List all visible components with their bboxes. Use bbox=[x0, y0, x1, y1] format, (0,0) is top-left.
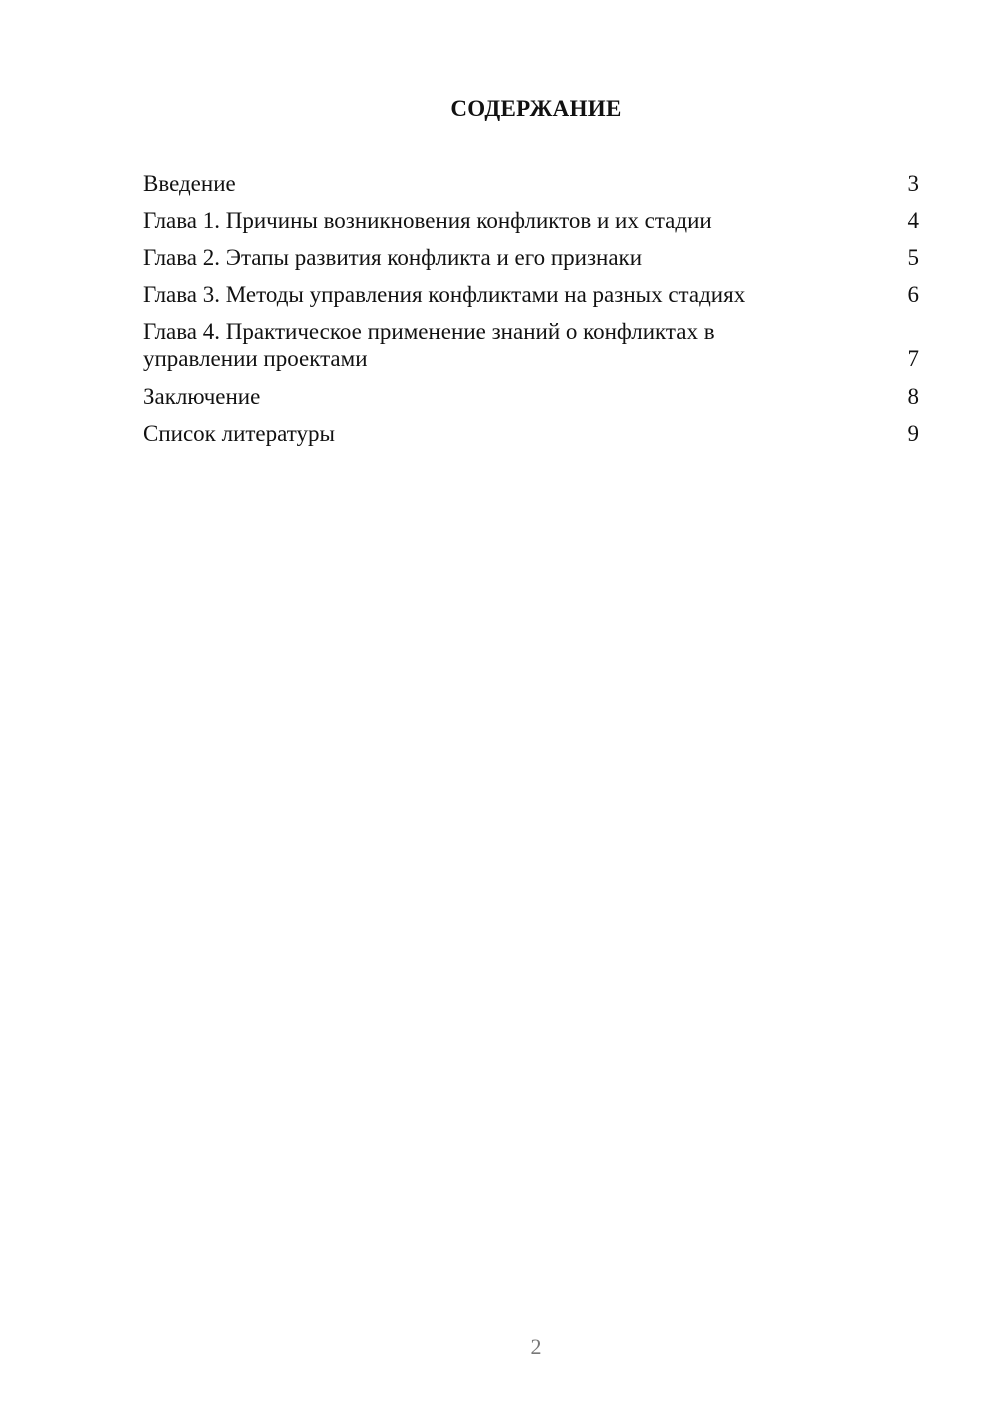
toc-entry-label: Глава 3. Методы управления конфликтами на разных стадиях bbox=[143, 282, 746, 307]
toc-entry bbox=[143, 420, 919, 447]
toc-entry bbox=[143, 207, 919, 234]
toc-entry-label: Заключение bbox=[143, 384, 261, 409]
toc-entry bbox=[143, 281, 919, 308]
page-title: СОДЕРЖАНИЕ bbox=[450, 96, 622, 121]
toc-entry bbox=[143, 244, 919, 271]
toc-entry-page: 6 bbox=[907, 282, 919, 307]
toc-entry-page: 7 bbox=[907, 346, 919, 371]
table-of-contents bbox=[143, 170, 919, 447]
toc-entry-page: 5 bbox=[907, 245, 919, 270]
toc-entry-page: 4 bbox=[907, 208, 919, 233]
toc-entry-label: Глава 1. Причины возникновения конфликтов и их стадии bbox=[143, 208, 712, 233]
toc-entry bbox=[143, 170, 919, 197]
toc-entry-label: Введение bbox=[143, 171, 236, 196]
toc-entry-label: Глава 2. Этапы развития конфликта и его признаки bbox=[143, 245, 643, 270]
page-number: 2 bbox=[530, 1334, 542, 1359]
toc-entry-label: Список литературы bbox=[143, 421, 335, 446]
toc-entry-page: 8 bbox=[907, 384, 919, 409]
toc-entry-page: 9 bbox=[907, 421, 919, 446]
toc-entry-label: Глава 4. Практическое применение знаний о конфликтах в управлении проектами bbox=[143, 319, 715, 371]
toc-entry bbox=[143, 383, 919, 410]
toc-entry-page: 3 bbox=[907, 171, 919, 196]
toc-entry bbox=[143, 318, 919, 372]
